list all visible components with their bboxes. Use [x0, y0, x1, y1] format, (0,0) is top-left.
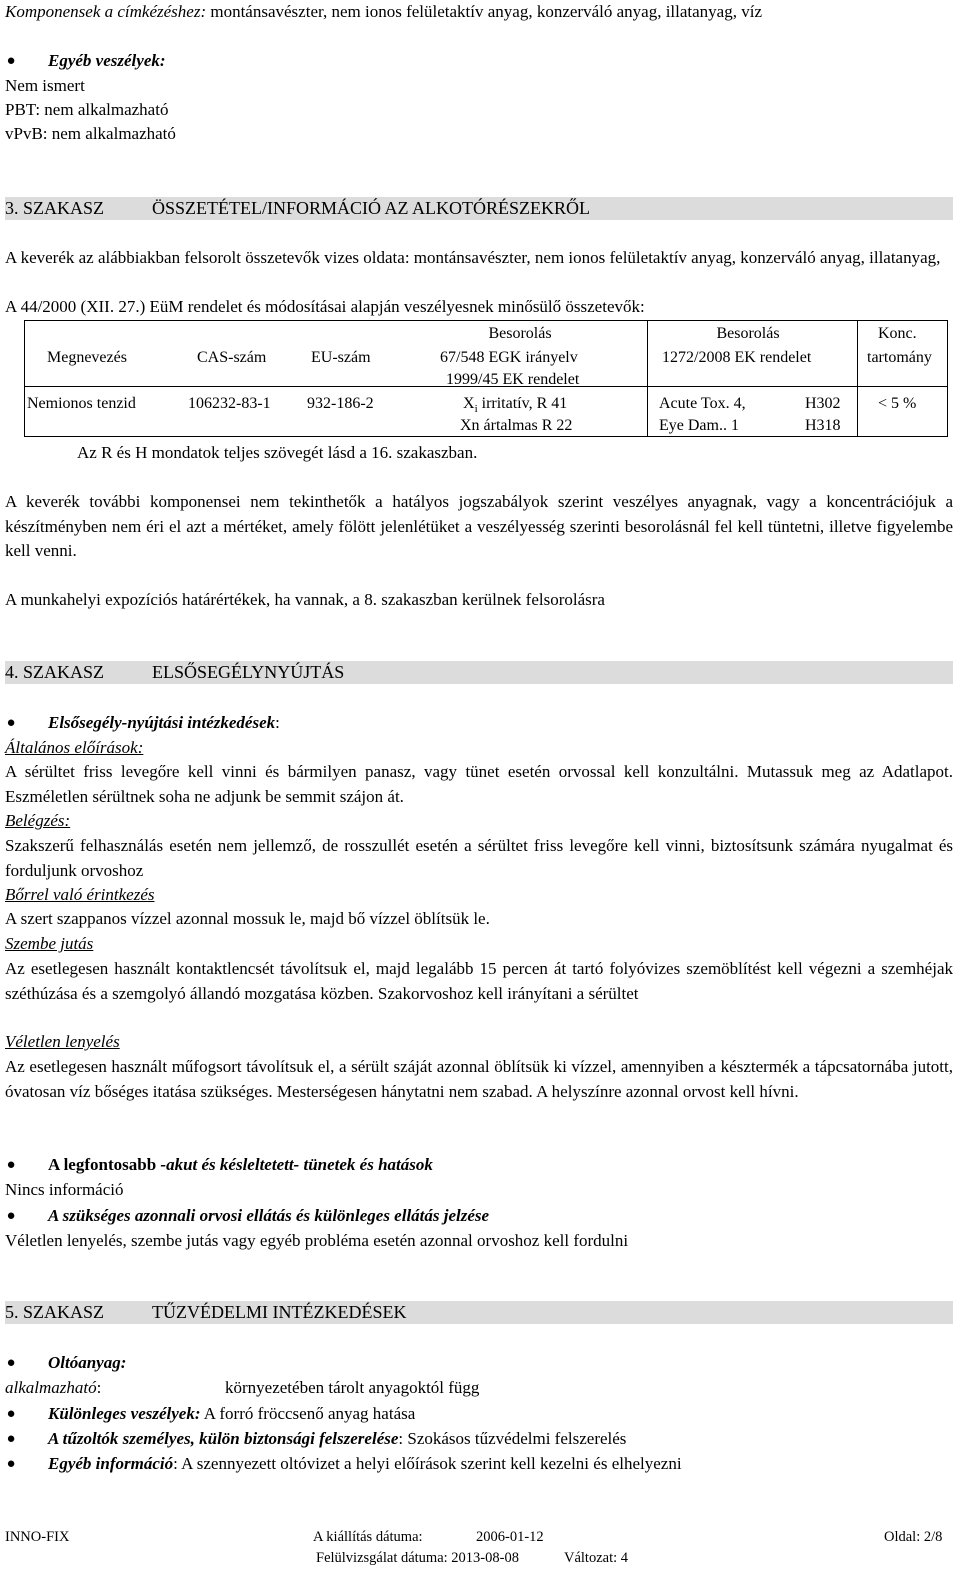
footer-version: Változat: 4	[564, 1550, 629, 1566]
other-info-label: Egyéb információ	[48, 1454, 174, 1473]
row-name: Nemionos tenzid	[27, 395, 136, 412]
skin-label: Bőrrel való érintkezés	[5, 885, 155, 904]
footer-review-date: Felülvizsgálat dátuma: 2013-08-08	[316, 1550, 519, 1566]
row-class2-b2: H318	[805, 417, 841, 434]
firefighter-equipment-value: : Szokásos tűzvédelmi felszerelés	[398, 1429, 627, 1448]
footer-page-number: Oldal: 2/8	[884, 1529, 943, 1545]
header-class2-b: 1272/2008 EK rendelet	[662, 349, 812, 366]
symptoms-title-a: A legfontosabb	[48, 1155, 161, 1174]
bullet-icon: ●	[6, 715, 16, 731]
other-hazards-title: Egyéb veszélyek:	[48, 51, 166, 70]
header-class1-b: 67/548 EGK irányelv	[440, 349, 578, 366]
firefighter-equipment-label: A tűzoltók személyes, külön biztonsági felszerelése	[48, 1429, 399, 1448]
other-info-value: : A szennyezett oltóvizet a helyi előírások szerint kell kezelni és elhelyezni	[173, 1454, 682, 1473]
section-3-number: 3. SZAKASZ	[5, 198, 105, 218]
header-class1-c: 1999/45 EK rendelet	[446, 371, 580, 388]
other-hazards-line-3: vPvB: nem alkalmazható	[5, 124, 176, 143]
row-class2-a1: Acute Tox. 4,	[659, 395, 746, 412]
special-hazards-label: Különleges veszélyek:	[48, 1404, 201, 1423]
general-text: A sérültet friss levegőre kell vinni és bármilyen panasz, vagy tünet esetén orvossal kell konzultálni. Mutassuk meg az Adatlapot. Eszméletlen sérültnek soha ne adjunk be semmit szájon át.	[5, 762, 953, 806]
symptoms-title-b: -akut és késleltetett- tünetek és hatások	[160, 1155, 433, 1174]
row-class2-a2: H302	[805, 395, 841, 412]
eye-text: Az esetlegesen használt kontaktlencsét távolítsuk el, majd legalább 15 percen át tartó folyóvizes szemöblítést kell végezni a szemhéjak széthúzása és a szemgolyó állandó mozgatása közben. Szakorvoshoz kell irányítani a sérültet	[5, 959, 953, 1003]
extinguishing-media-title: Oltóanyag:	[48, 1353, 127, 1372]
header-eu: EU-szám	[311, 349, 371, 366]
bullet-icon: ●	[6, 1406, 16, 1422]
section-3-paragraph-2: A keverék további komponensei nem tekinthetők a hatályos jogszabályok szerint veszélyes anyagnak, vagy a koncentrációjuk a készítményben nem éri el azt a mértéket, amely fölött jelenlétüket a veszélyesség szerinti besorolásnál fel kell tüntetni, illetve figyelembe kell venni.	[5, 492, 953, 560]
row-eu: 932-186-2	[307, 395, 374, 412]
section-5-number: 5. SZAKASZ	[5, 1302, 105, 1322]
skin-text: A szert szappanos vízzel azonnal mossuk le, majd bő vízzel öblítsük le.	[5, 909, 490, 928]
labeling-components	[5, 0, 762, 25]
labeling-components-label: Komponensek a címkézéshez:	[5, 2, 207, 21]
section-4-title: ELSŐSEGÉLYNYÚJTÁS	[152, 662, 345, 682]
table-note: Az R és H mondatok teljes szövegét lásd a 16. szakaszban.	[77, 443, 478, 462]
suitable-media-label: alkalmazható	[5, 1378, 97, 1397]
medical-attention-text: Véletlen lenyelés, szembe jutás vagy egyéb probléma esetén azonnal orvoshoz kell fordulni	[5, 1231, 629, 1250]
medical-attention-title: A szükséges azonnali orvosi ellátás és különleges ellátás jelzése	[48, 1206, 490, 1225]
suitable-media: alkalmazható:	[5, 1378, 102, 1397]
ingestion-text: Az esetlegesen használt műfogsort távolítsuk el, a sérült száját azonnal öblítsük ki vízzel, amennyiben a késztermék a tápcsatornába jutott, óvatosan víz bőséges itatása szükséges. Mesterségesen hánytatni nem szabad. A helyszínre azonnal orvost kell hívni.	[5, 1057, 953, 1101]
eye-label: Szembe jutás	[5, 934, 94, 953]
composition-table	[5, 320, 953, 440]
footer-product: INNO-FIX	[5, 1529, 70, 1545]
first-aid-measures-title: Elsősegély-nyújtási intézkedések	[48, 713, 276, 732]
row-class2-b1: Eye Dam.. 1	[659, 417, 739, 434]
symptoms-text: Nincs információ	[5, 1180, 124, 1199]
section-3-title: ÖSSZETÉTEL/INFORMÁCIÓ AZ ALKOTÓRÉSZEKRŐL	[152, 198, 590, 218]
general-label: Általános előírások:	[5, 738, 144, 757]
other-hazards-line-1: Nem ismert	[5, 76, 85, 95]
section-3-paragraph-3: A munkahelyi expozíciós határértékek, ha vannak, a 8. szakaszban kerülnek felsorolásra	[5, 590, 605, 609]
bullet-icon: ●	[6, 1456, 16, 1472]
special-hazards-value: A forró fröccsenő anyag hatása	[200, 1404, 416, 1423]
header-class1-a: Besorolás	[488, 325, 552, 342]
row-class1-a: $X_i$ irritatív, R 41	[463, 395, 568, 416]
inhalation-label: Belégzés:	[5, 811, 71, 830]
footer-issue-label: A kiállítás dátuma:	[313, 1529, 423, 1545]
bullet-icon: ●	[6, 1208, 16, 1224]
labeling-components-value: montánsavészter, nem ionos felületaktív anyag, konzerváló anyag, illatanyag, víz	[210, 2, 762, 21]
row-conc: < 5 %	[878, 395, 917, 412]
bullet-icon: ●	[6, 1431, 16, 1447]
other-hazards-line-2: PBT: nem alkalmazható	[5, 100, 169, 119]
section-4-heading	[5, 661, 953, 684]
footer-issue-date: 2006-01-12	[476, 1529, 544, 1545]
header-name: Megnevezés	[47, 349, 127, 366]
section-4-number: 4. SZAKASZ	[5, 662, 105, 682]
row-cas: 106232-83-1	[188, 395, 271, 412]
header-conc-a: Konc.	[878, 325, 917, 342]
row-class1-b: Xn ártalmas R 22	[460, 417, 573, 434]
header-cas: CAS-szám	[197, 349, 267, 366]
bullet-icon: ●	[6, 53, 16, 69]
section-5-title: TŰZVÉDELMI INTÉZKEDÉSEK	[152, 1302, 407, 1322]
ingestion-label: Véletlen lenyelés	[5, 1032, 120, 1051]
bullet-icon: ●	[6, 1157, 16, 1173]
inhalation-text: Szakszerű felhasználás esetén nem jellemző, de rosszullét esetén a sérültet friss levegőre kell vinni, biztosítsunk számára nyugalmat és forduljunk orvoshoz	[5, 836, 953, 880]
section-5-heading	[5, 1301, 953, 1324]
header-conc-b: tartomány	[867, 349, 932, 366]
suitable-media-value: környezetében tárolt anyagoktól függ	[225, 1378, 480, 1397]
section-3-paragraph-1b: A 44/2000 (XII. 27.) EüM rendelet és módosításai alapján veszélyesnek minősülő összetevők:	[5, 297, 645, 316]
section-3-paragraph-1: A keverék az alábbiakban felsorolt összetevők vizes oldata: montánsavészter, nem ionos felületaktív anyag, konzerváló anyag, illatanyag,	[5, 248, 941, 267]
header-class2-a: Besorolás	[716, 325, 780, 342]
section-3-heading	[5, 197, 953, 220]
bullet-icon: ●	[6, 1355, 16, 1371]
